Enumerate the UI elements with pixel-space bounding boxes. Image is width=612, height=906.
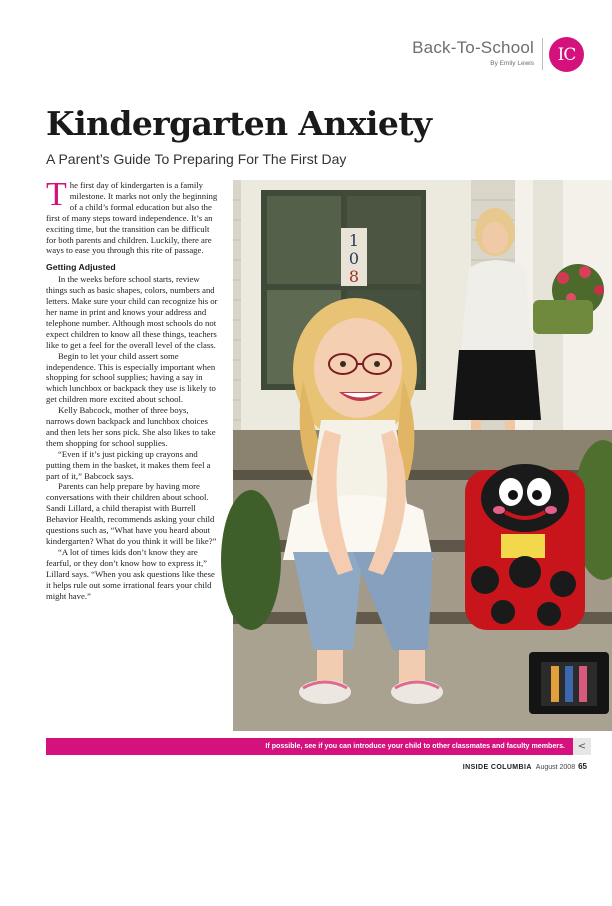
article-body — [46, 176, 218, 601]
barbie-lunchbox — [529, 652, 609, 714]
publication-name: INSIDE COLUMBIA — [462, 764, 532, 771]
house-number-digit: 8 — [348, 267, 360, 286]
page-number: 65 — [578, 762, 587, 771]
headline: Kindergarten Anxiety — [46, 104, 432, 143]
body-paragraph: “Even if it’s just picking up crayons and putting them in the basket, it makes them feel a part of it,” Babcock says. — [46, 448, 211, 481]
section-subhead: Getting Adjusted — [46, 262, 116, 273]
previous-arrow-icon[interactable]: < — [573, 738, 591, 755]
body-paragraph: “A lot of times kids don’t know they are fearful, or they don’t know how to express it,” Lillard says. “When you ask questions like these it helps rule out some irrational fears your child might have.” — [46, 546, 215, 601]
ladybug-backpack — [465, 464, 585, 630]
body-paragraph: Begin to let your child assert some independence. This is especially important when shopping for school supplies; having a say in which lunchbox or backpack they use is likely to get children more excited about school. — [46, 350, 216, 405]
tip-text: If possible, see if you can introduce your child to other classmates and faculty members. — [265, 742, 565, 750]
body-paragraph: In the weeks before school starts, review things such as basic shapes, colors, numbers and letters. Make sure your child can recognize his or her name in print and knows your address and telephone number. Although most schools do not expect children to know all these things, teachers like to get a feel for the overall level of the class. — [46, 274, 218, 350]
tip-bar — [46, 738, 573, 755]
subtitle: A Parent’s Guide To Preparing For The First Day — [46, 151, 347, 167]
intro-text: he first day of kindergarten is a family milestone. It marks not only the beginning of a child’s formal education but also the first of many steps toward independence. It’s an exciting time, but the transition can be difficult for both parents and children. Luckily, there are ways to ease you through this rite of passage. — [46, 180, 218, 256]
byline: By Emily Lewis — [490, 60, 534, 67]
house-number-digit: 0 — [348, 249, 360, 268]
issue-date: August 2008 — [535, 764, 576, 771]
magazine-logo: IC — [549, 37, 584, 72]
drop-cap: T — [46, 176, 67, 213]
house-number-digit: 1 — [348, 231, 360, 250]
section-title: Back-To-School — [412, 38, 534, 57]
body-paragraph: Kelly Babcock, mother of three boys, narrows down backpack and lunchbox choices and then lets her sons pick. She also likes to take them shopping for school supplies. — [46, 405, 216, 448]
page-footer — [463, 762, 587, 771]
photo-caption: Adelaide Becking and her mother, Sarah — [460, 899, 586, 906]
intro-paragraph — [46, 176, 218, 256]
header-divider — [542, 38, 543, 70]
body-paragraph: Parents can help prepare by having more conversations with their children about school. Sandi Lillard, a child therapist with Burrell Behavior Health, recommends asking your child questions such as, “What have you heard about kindergarten? What do you think it will be like?” — [46, 481, 217, 546]
